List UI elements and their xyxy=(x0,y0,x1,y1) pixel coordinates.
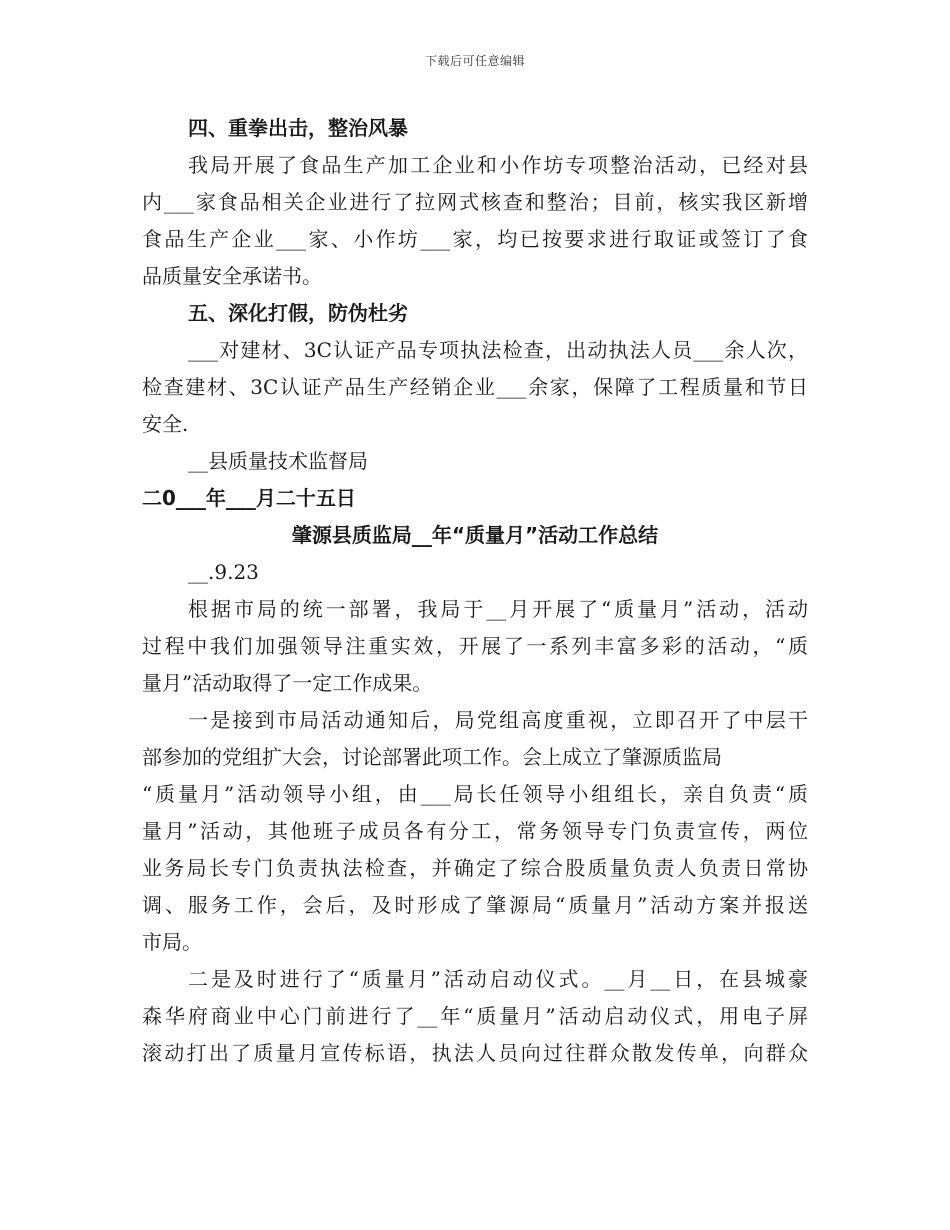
text-line: 业务局长专门负责执法检查，并确定了综合股质量负责人负责日常协 xyxy=(142,856,808,880)
section-heading: 二0___年___月二十五日 xyxy=(142,486,356,510)
text-line: 一是接到市局活动通知后，局党组高度重视，立即召开了中层干 xyxy=(188,708,808,732)
text-line: 森华府商业中心门前进行了__年“质量月”活动启动仪式，用电子屏 xyxy=(142,1004,808,1028)
text-line: __县质量技术监督局 xyxy=(188,449,368,473)
text-line: ___对建材、3C认证产品专项执法检查，出动执法人员___余人次， xyxy=(188,338,808,362)
text-line: 品质量安全承诺书。 xyxy=(142,264,322,288)
text-line: 量月”活动取得了一定工作成果。 xyxy=(142,671,433,695)
section-heading: 四、重拳出击，整治风暴 xyxy=(188,116,408,140)
text-line: 滚动打出了质量月宣传标语，执法人员向过往群众散发传单，向群众 xyxy=(142,1041,808,1065)
text-line: 根据市局的统一部署，我局于__月开展了“质量月”活动，活动 xyxy=(188,597,808,621)
text-line: 内___家食品相关企业进行了拉网式核查和整治；目前，核实我区新增 xyxy=(142,190,808,214)
text-line: 市局。 xyxy=(142,930,202,954)
text-line: 二是及时进行了“质量月”活动启动仪式。__月__日，在县城豪 xyxy=(188,967,808,991)
text-line: 量月”活动，其他班子成员各有分工，常务领导专门负责宣传，两位 xyxy=(142,819,808,843)
section-heading: 五、深化打假，防伪杜劣 xyxy=(188,301,408,325)
text-line: 我局开展了食品生产加工企业和小作坊专项整治活动，已经对县 xyxy=(188,153,808,177)
text-line: 部参加的党组扩大会，讨论部署此项工作。会上成立了肇源质监局 xyxy=(142,745,722,769)
page-header: 下载后可任意编辑 xyxy=(424,54,525,68)
text-line: __.9.23 xyxy=(188,560,259,584)
document-title: 肇源县质监局__年“质量月”活动工作总结 xyxy=(291,523,659,547)
text-line: 安全. xyxy=(142,412,189,436)
document-body xyxy=(142,110,808,1072)
text-line: 食品生产企业___家、小作坊___家，均已按要求进行取证或签订了食 xyxy=(142,227,808,251)
text-line: “质量月”活动领导小组，由___局长任领导小组组长，亲自负责“质 xyxy=(142,782,808,806)
text-line: 调、服务工作，会后，及时形成了肇源局“质量月”活动方案并报送 xyxy=(142,893,808,917)
text-line: 过程中我们加强领导注重实效，开展了一系列丰富多彩的活动，“质 xyxy=(142,634,808,658)
text-line: 检查建材、3C认证产品生产经销企业___余家，保障了工程质量和节日 xyxy=(142,375,808,399)
